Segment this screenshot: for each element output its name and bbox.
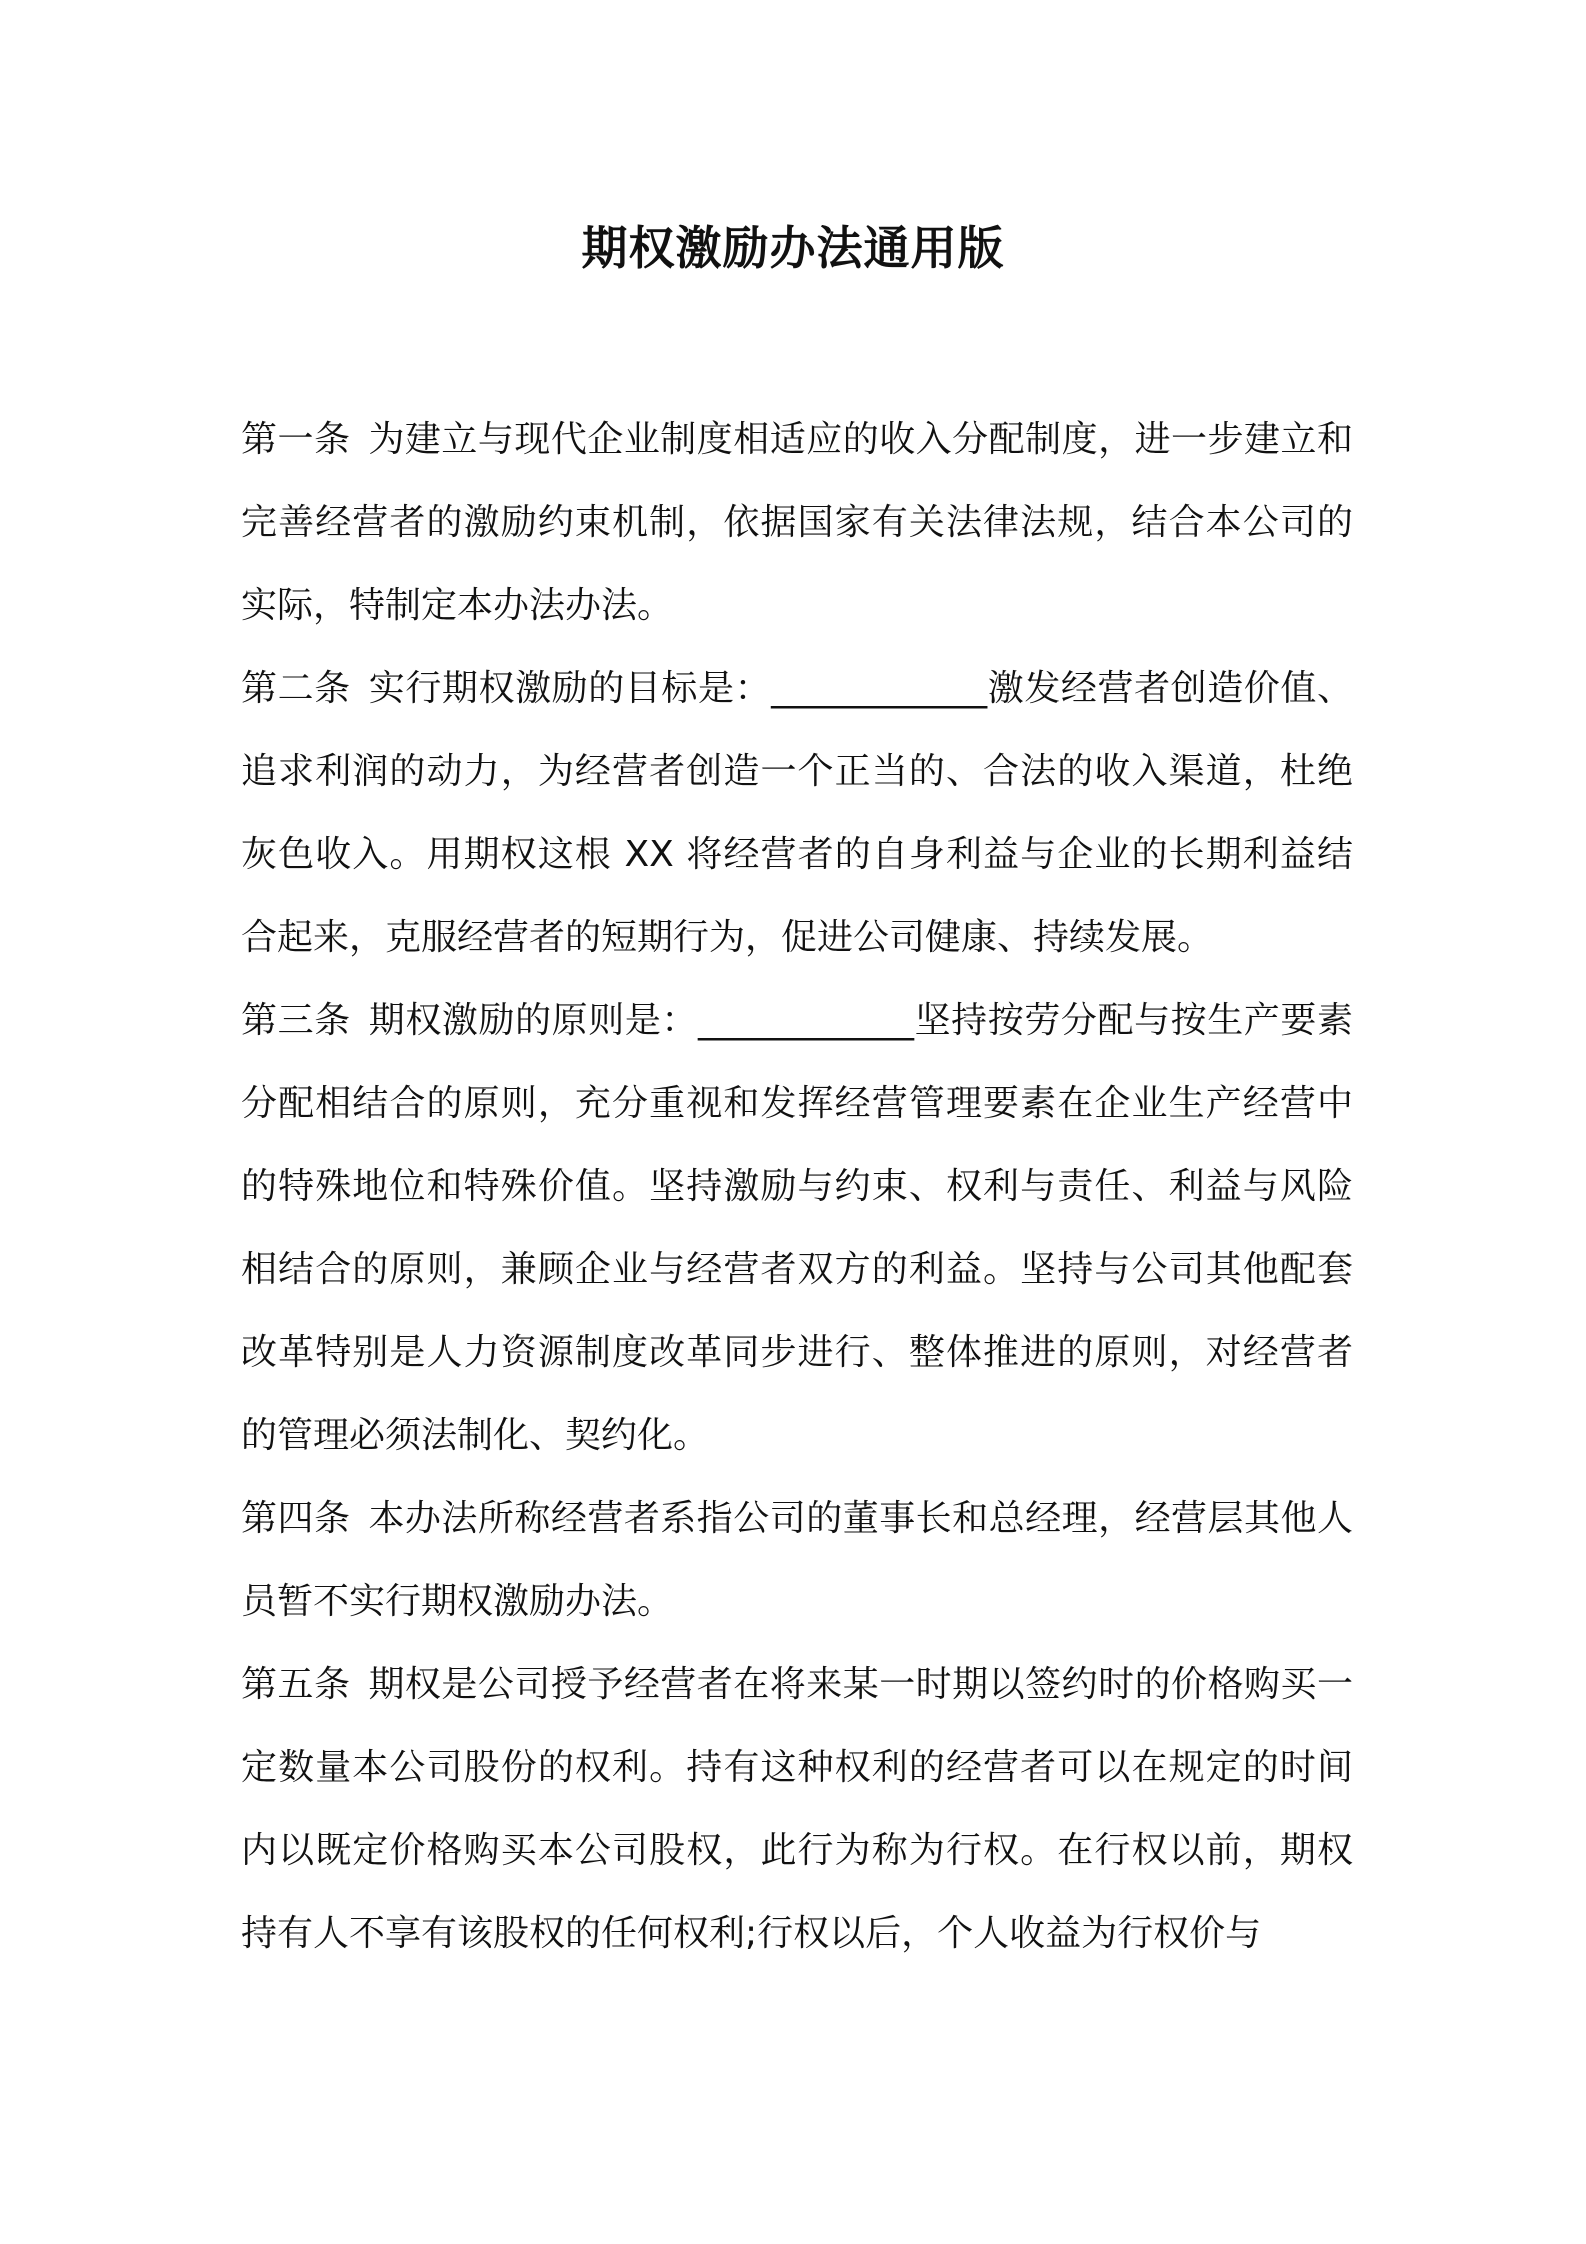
document-body: [241, 398, 1353, 1975]
article-2-text: 实行期权激励的目标是：____________激发经营者创造价值、追求利润的动力，为经营者创造一个正当的、合法的收入渠道，杜绝灰色收入。用期权这根 XX 将经营者的自身利益与企业的长期利益结合起来，克服经营者的短期行为，促进公司健康、持续发展。: [241, 668, 1353, 958]
article-2-label: 第二条: [241, 668, 351, 709]
article-4: [241, 1477, 1353, 1643]
article-3-text: 期权激励的原则是：____________坚持按劳分配与按生产要素分配相结合的原则，充分重视和发挥经营管理要素在企业生产经营中的特殊地位和特殊价值。坚持激励与约束、权利与责任、利益与风险相结合的原则，兼顾企业与经营者双方的利益。坚持与公司其他配套改革特别是人力资源制度改革同步进行、整体推进的原则，对经营者的管理必须法制化、契约化。: [241, 1000, 1353, 1456]
article-1-label: 第一条: [241, 419, 351, 460]
article-3: [241, 979, 1353, 1477]
article-5: [241, 1643, 1353, 1975]
article-5-text: 期权是公司授予经营者在将来某一时期以签约时的价格购买一定数量本公司股份的权利。持有这种权利的经营者可以在规定的时间内以既定价格购买本公司股权，此行为称为行权。在行权以前，期权持有人不享有该股权的任何权利;行权以后，个人收益为行权价与: [241, 1664, 1353, 1954]
article-1-text: 为建立与现代企业制度相适应的收入分配制度，进一步建立和完善经营者的激励约束机制，依据国家有关法律法规，结合本公司的实际，特制定本办法办法。: [241, 419, 1353, 626]
article-5-label: 第五条: [241, 1664, 351, 1705]
article-2: [241, 647, 1353, 979]
document-title: 期权激励办法通用版: [581, 221, 1005, 275]
article-4-label: 第四条: [241, 1498, 351, 1539]
article-3-label: 第三条: [241, 1000, 351, 1041]
article-1: [241, 398, 1353, 647]
article-4-text: 本办法所称经营者系指公司的董事长和总经理，经营层其他人员暂不实行期权激励办法。: [241, 1498, 1353, 1622]
